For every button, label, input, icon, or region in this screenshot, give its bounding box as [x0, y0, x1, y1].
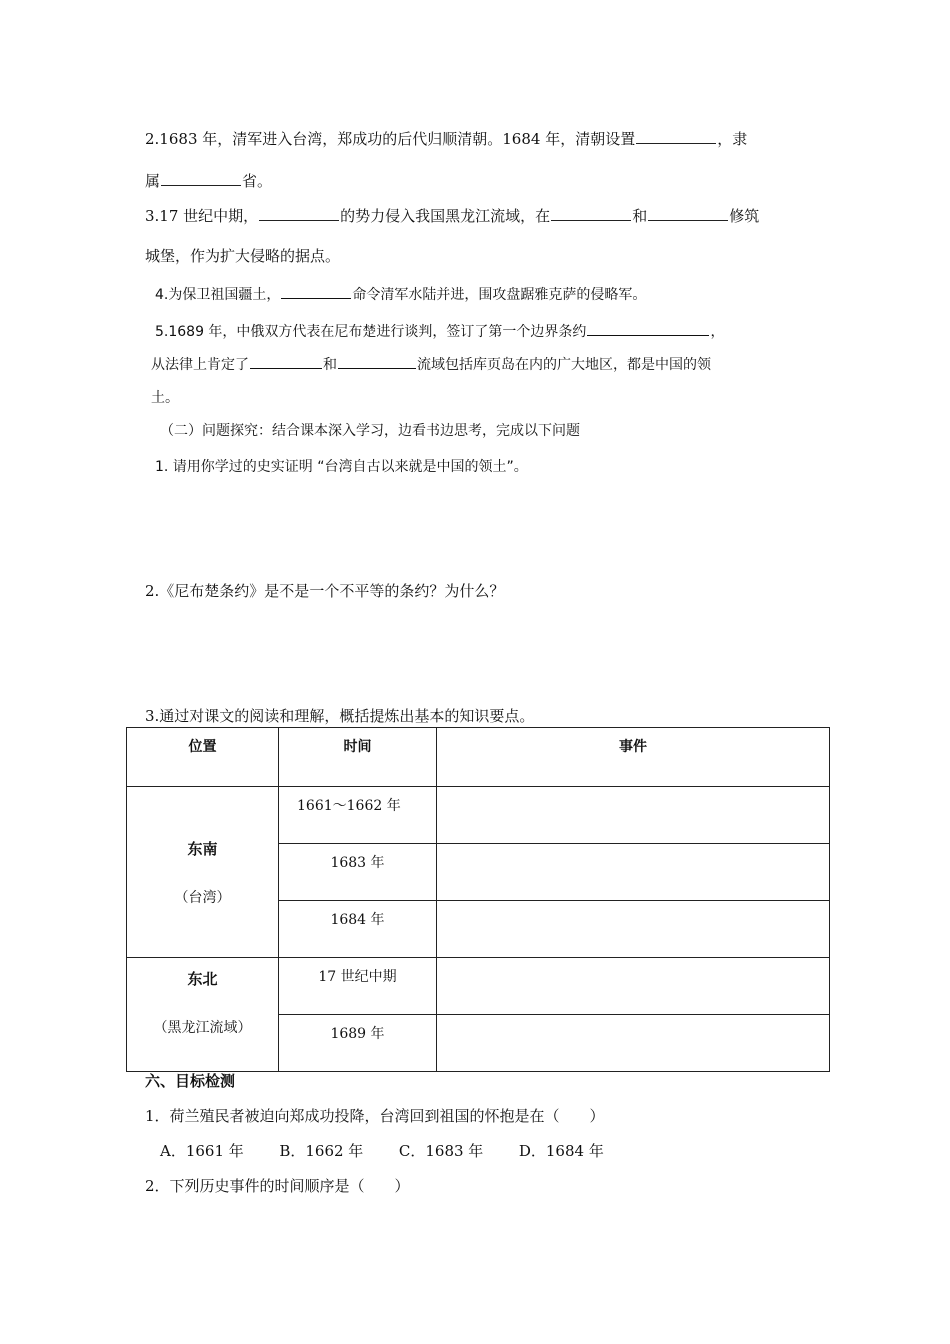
- text: 4.为保卫祖国疆土，: [155, 287, 281, 303]
- location-name: 东北: [187, 970, 218, 988]
- fill-q2-line1: [145, 128, 747, 149]
- explore-q2: 2.《尼布楚条约》是不是一个不平等的条约？为什么？: [145, 582, 505, 600]
- text: 省。: [242, 172, 273, 190]
- header-event: 事件: [437, 728, 830, 787]
- time-cell: 17 世纪中期: [279, 958, 437, 1015]
- text: 属: [145, 172, 161, 190]
- knowledge-table: [126, 727, 830, 1072]
- text: 3.17 世纪中期，: [145, 207, 259, 225]
- explore-q3: 3.通过对课文的阅读和理解，概括提炼出基本的知识要点。: [145, 707, 535, 725]
- text: ，: [710, 324, 725, 340]
- text: 的势力侵入我国黑龙江流域，在: [340, 207, 551, 225]
- header-time: 时间: [279, 728, 437, 787]
- fill-q5-line1: [155, 320, 724, 342]
- text: 从法律上肯定了: [151, 357, 249, 373]
- event-cell[interactable]: [437, 1015, 830, 1072]
- blank-field[interactable]: [636, 128, 716, 144]
- fill-q3-line1: [145, 205, 759, 226]
- text: 和: [323, 357, 337, 373]
- text: 流域包括库页岛在内的广大地区，都是中国的领: [417, 357, 711, 373]
- text: ，隶: [717, 130, 748, 148]
- text: 2.1683 年，清军进入台湾，郑成功的后代归顺清朝。1684 年，清朝设置: [145, 130, 636, 148]
- event-cell[interactable]: [437, 958, 830, 1015]
- text: 和: [632, 207, 648, 225]
- time-cell: 1683 年: [279, 844, 437, 901]
- blank-field[interactable]: [551, 205, 631, 221]
- location-sub: （黑龙江流域）: [153, 1020, 252, 1036]
- event-cell[interactable]: [437, 901, 830, 958]
- event-cell[interactable]: [437, 844, 830, 901]
- section6-q1-options: [160, 1141, 604, 1161]
- option-c[interactable]: C．1683 年: [398, 1142, 484, 1160]
- table-row: [127, 958, 830, 1015]
- time-cell: 1661～1662 年: [279, 787, 437, 844]
- blank-field[interactable]: [338, 353, 416, 369]
- blank-field[interactable]: [587, 320, 709, 336]
- fill-q2-line2: [145, 170, 272, 191]
- text: 修筑: [729, 207, 760, 225]
- section6-q2: 2．下列历史事件的时间顺序是（ ）: [145, 1177, 410, 1195]
- blank-field[interactable]: [259, 205, 339, 221]
- time-cell: 1689 年: [279, 1015, 437, 1072]
- option-d[interactable]: D．1684 年: [518, 1142, 604, 1160]
- option-b[interactable]: B．1662 年: [279, 1142, 364, 1160]
- location-name: 东南: [187, 839, 218, 858]
- section6-heading: 六、目标检测: [145, 1072, 236, 1090]
- blank-field[interactable]: [250, 353, 322, 369]
- explore-q1: 1. 请用你学过的史实证明 “台湾自古以来就是中国的领土”。: [155, 459, 528, 475]
- location-sub: （台湾）: [174, 889, 231, 906]
- text: 5.1689 年，中俄双方代表在尼布楚进行谈判，签订了第一个边界条约: [155, 324, 587, 340]
- header-location: 位置: [127, 728, 279, 787]
- location-cell-northeast: [127, 958, 279, 1072]
- text: 命令清军水陆并进，围攻盘踞雅克萨的侵略军。: [352, 287, 647, 303]
- blank-field[interactable]: [648, 205, 728, 221]
- table-row: [127, 787, 830, 844]
- location-cell-southeast: [127, 787, 279, 958]
- blank-field[interactable]: [161, 170, 241, 186]
- time-cell: 1684 年: [279, 901, 437, 958]
- table-header-row: [127, 728, 830, 787]
- blank-field[interactable]: [281, 283, 351, 299]
- fill-q4: [155, 283, 646, 305]
- explore-heading: （二）问题探究：结合课本深入学习，边看书边思考，完成以下问题: [160, 423, 580, 439]
- event-cell[interactable]: [437, 787, 830, 844]
- option-a[interactable]: A．1661 年: [160, 1142, 244, 1160]
- section6-q1: 1．荷兰殖民者被迫向郑成功投降，台湾回到祖国的怀抱是在（ ）: [145, 1107, 605, 1125]
- fill-q5-line2: [151, 353, 711, 375]
- fill-q5-line3: 土。: [151, 390, 179, 406]
- fill-q3-line2: 城堡，作为扩大侵略的据点。: [145, 247, 341, 265]
